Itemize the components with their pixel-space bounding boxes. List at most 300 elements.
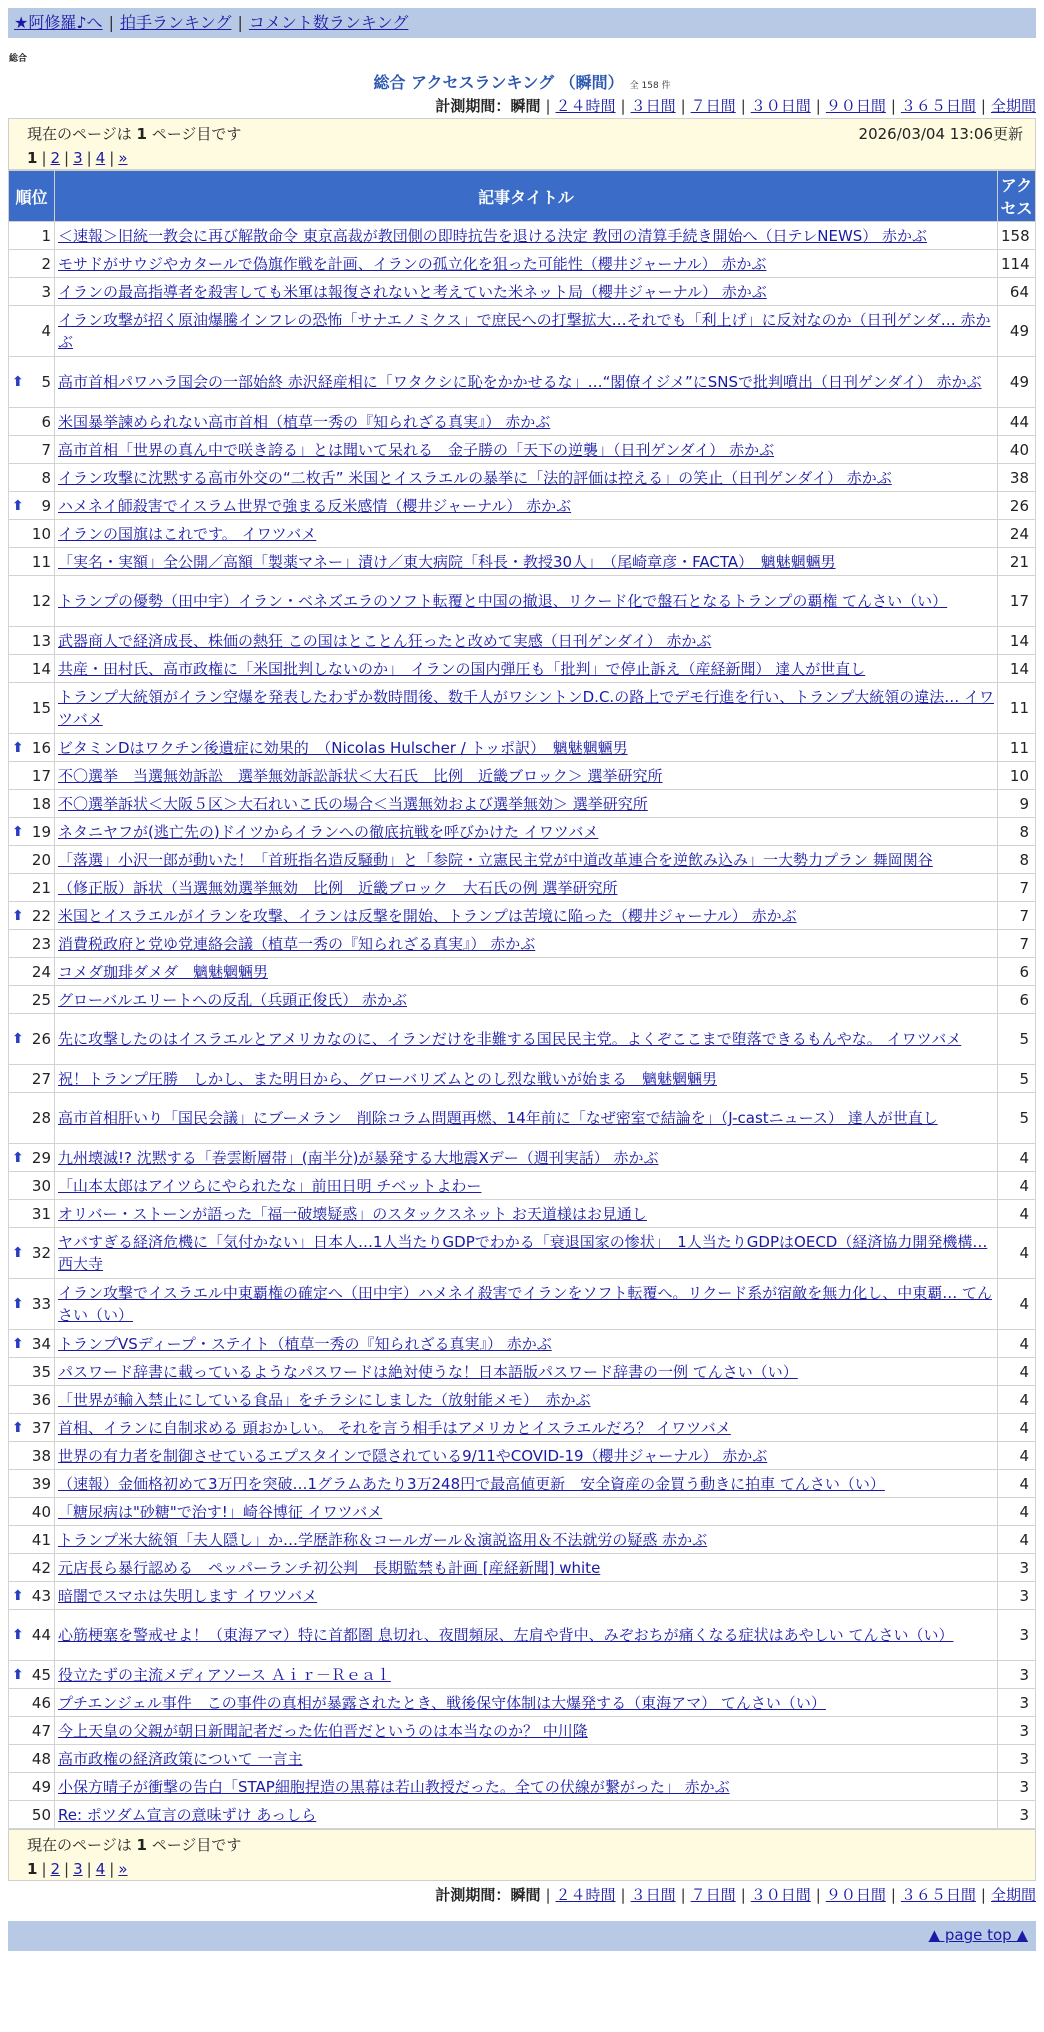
- title-cell: [55, 1801, 998, 1829]
- rank-number: 33: [31, 1295, 51, 1313]
- article-link[interactable]: オリバー・ストーンが語った「福一破壊疑惑」のスタックスネット お天道様はお見通し: [58, 1204, 647, 1223]
- title-cell: [55, 1414, 998, 1442]
- home-link[interactable]: ★阿修羅♪へ: [14, 13, 103, 32]
- article-link[interactable]: 高市政権の経済政策について 一言主: [58, 1749, 303, 1768]
- rank-cell: [9, 492, 55, 520]
- access-count: 5: [998, 1093, 1036, 1144]
- title-cell: [55, 958, 998, 986]
- article-link[interactable]: Re: ポツダム宣言の意味ずけ あっしら: [58, 1805, 317, 1824]
- title-cell: [55, 1661, 998, 1689]
- rank-number: 25: [31, 990, 51, 1009]
- rank-cell: [9, 986, 55, 1014]
- period-separator: |: [740, 97, 746, 115]
- article-link[interactable]: 先に攻撃したのはイスラエルとアメリカなのに、イランだけを非難する国民民主党。よくぞここまで堕落できるもんやな。 イワツバメ: [58, 1030, 962, 1048]
- access-count: 14: [998, 655, 1036, 683]
- applause-ranking-link[interactable]: 拍手ランキング: [119, 13, 232, 32]
- table-row: [9, 902, 1036, 930]
- period-link[interactable]: ９０日間: [825, 1886, 886, 1904]
- access-count: 24: [998, 520, 1036, 548]
- rank-cell: [9, 683, 55, 734]
- table-row: [9, 846, 1036, 874]
- pager-link[interactable]: 3: [73, 1860, 83, 1878]
- title-cell: [55, 357, 998, 408]
- access-count: 5: [998, 1065, 1036, 1093]
- article-link[interactable]: トランプ米大統領「夫人隠し」か…学歴詐称＆コールガール＆演説盗用＆不法就労の疑惑 赤かぶ: [58, 1530, 708, 1549]
- table-row: [9, 492, 1036, 520]
- title-cell: [55, 1470, 998, 1498]
- title-cell: [55, 1442, 998, 1470]
- title-cell: [55, 1144, 998, 1172]
- total-count: 全 158 件: [629, 81, 671, 91]
- title-cell: [55, 627, 998, 655]
- period-link[interactable]: ２４時間: [555, 1886, 616, 1904]
- rank-cell: [9, 1582, 55, 1610]
- page-top-link[interactable]: ▲ page top ▲: [928, 1926, 1028, 1944]
- period-current: 瞬間: [510, 1886, 541, 1904]
- title-cell: [55, 222, 998, 250]
- rank-cell: [9, 408, 55, 436]
- title-cell: [55, 1330, 998, 1358]
- pagination: [27, 1857, 1023, 1881]
- period-separator: |: [890, 97, 896, 115]
- table-row: [9, 1661, 1036, 1689]
- rank-cell: [9, 1661, 55, 1689]
- rank-number: 11: [31, 552, 51, 571]
- access-count: 4: [998, 1470, 1036, 1498]
- rank-number: 34: [31, 1334, 51, 1353]
- access-count: 158: [998, 222, 1036, 250]
- rank-number: 47: [31, 1721, 51, 1740]
- rank-number: 17: [31, 766, 51, 785]
- footer-bar: [8, 1921, 1036, 1951]
- table-row: [9, 734, 1036, 762]
- page-info-bottom: [8, 1829, 1036, 1881]
- rank-number: 10: [31, 524, 51, 543]
- access-count: 8: [998, 818, 1036, 846]
- rank-number: 50: [31, 1805, 51, 1824]
- article-link[interactable]: 米国とイスラエルがイランを攻撃、イランは反撃を開始、トランプは苦境に陥った（櫻井ジャーナル） 赤かぶ: [58, 906, 797, 925]
- period-link[interactable]: ３０日間: [750, 97, 811, 115]
- title-cell: [55, 986, 998, 1014]
- table-row: [9, 1526, 1036, 1554]
- article-link[interactable]: 共産・田村氏、高市政権に「米国批判しないのか」 イランの国内弾圧も「批判」で停止訴え（産経新聞） 達人が世直し: [58, 659, 866, 678]
- period-link[interactable]: ３６５日間: [900, 97, 976, 115]
- title-cell: [55, 1610, 998, 1661]
- up-arrow-icon: ⬆: [12, 374, 24, 390]
- rank-cell: [9, 762, 55, 790]
- rank-cell: [9, 1554, 55, 1582]
- access-count: 5: [998, 1014, 1036, 1065]
- rank-number: 44: [31, 1626, 51, 1644]
- article-link[interactable]: 暗闇でスマホは失明します イワツバメ: [58, 1586, 318, 1605]
- access-count: 4: [998, 1144, 1036, 1172]
- table-row: [9, 464, 1036, 492]
- rank-number: 8: [41, 468, 51, 487]
- column-header-access: アクセス: [998, 171, 1036, 222]
- rank-cell: [9, 436, 55, 464]
- rank-number: 31: [31, 1204, 51, 1223]
- table-row: [9, 250, 1036, 278]
- access-count: 6: [998, 986, 1036, 1014]
- period-link[interactable]: ３日間: [630, 97, 676, 115]
- access-count: 3: [998, 1773, 1036, 1801]
- access-count: 7: [998, 930, 1036, 958]
- pager-next-link[interactable]: »: [118, 1860, 128, 1878]
- table-row: [9, 1773, 1036, 1801]
- period-selector: [8, 1883, 1036, 1907]
- article-link[interactable]: 不〇選挙 当選無効訴訟 選挙無効訴訟訴状＜大石氏 比例 近畿ブロック＞ 選挙研究所: [58, 766, 663, 785]
- table-row: [9, 790, 1036, 818]
- access-count: 3: [998, 1661, 1036, 1689]
- table-row: [9, 1554, 1036, 1582]
- pager-separator: |: [41, 1860, 47, 1878]
- table-row: [9, 306, 1036, 357]
- access-count: 4: [998, 1172, 1036, 1200]
- updated-timestamp: 2026/03/04 13:06更新: [858, 125, 1023, 143]
- pager-separator: |: [86, 1860, 92, 1878]
- article-link[interactable]: 元店長ら暴行認める ペッパーランチ初公判 長期監禁も計画 [産経新聞] white: [58, 1558, 601, 1577]
- title-cell: [55, 762, 998, 790]
- access-count: 40: [998, 436, 1036, 464]
- period-link[interactable]: ３日間: [630, 1886, 676, 1904]
- pager-separator: |: [86, 149, 92, 167]
- table-row: [9, 576, 1036, 627]
- title-cell: [55, 520, 998, 548]
- rank-cell: [9, 655, 55, 683]
- rank-cell: [9, 1717, 55, 1745]
- comment-ranking-link[interactable]: コメント数ランキング: [248, 13, 409, 32]
- article-link[interactable]: 米国暴挙諫められない高市首相（植草一秀の『知られざる真実』） 赤かぶ: [58, 412, 551, 431]
- title-cell: [55, 250, 998, 278]
- pager-link[interactable]: 4: [95, 1860, 106, 1878]
- access-count: 17: [998, 576, 1036, 627]
- article-link[interactable]: 不〇選挙訴状＜大阪５区＞大石れいこ氏の場合＜当選無効および選挙無効＞ 選挙研究所: [58, 794, 648, 813]
- article-link[interactable]: 武器商人で経済成長、株価の熱狂 この国はとことん狂ったと改めて実感（日刊ゲンダイ） 赤かぶ: [58, 631, 712, 650]
- rank-cell: [9, 464, 55, 492]
- article-link[interactable]: 「世界が輸入禁止にしている食品」をチラシにしました（放射能メモ） 赤かぶ: [58, 1390, 591, 1409]
- period-current: 瞬間: [510, 97, 541, 115]
- table-row: [9, 1414, 1036, 1442]
- article-link[interactable]: トランプの優勢（田中宇）イラン・ベネズエラのソフト転覆と中国の撤退、リクード化で盤石となるトランプの覇権 てんさい（い）: [58, 592, 948, 610]
- title-cell: [55, 1773, 998, 1801]
- rank-cell: [9, 1358, 55, 1386]
- article-link[interactable]: 今上天皇の父親が朝日新聞記者だった佐伯晋だというのは本当なのか？ 中川隆: [58, 1721, 588, 1740]
- title-cell: [55, 1526, 998, 1554]
- title-cell: [55, 930, 998, 958]
- period-link[interactable]: ９０日間: [825, 97, 886, 115]
- access-count: 11: [998, 683, 1036, 734]
- article-link[interactable]: 「実名・実額」全公開／高額「製薬マネー」漬け／東大病院「科長・教授30人」 （尾崎章彦・FACTA） 魑魅魍魎男: [58, 552, 836, 571]
- access-count: 4: [998, 1358, 1036, 1386]
- rank-number: 38: [31, 1446, 51, 1465]
- access-count: 3: [998, 1610, 1036, 1661]
- article-link[interactable]: 「山本太郎はアイツらにやられたな」前田日明 チベットよわー: [58, 1176, 482, 1195]
- rank-cell: [9, 1414, 55, 1442]
- rank-cell: [9, 1093, 55, 1144]
- pager-current-page: 1: [27, 149, 38, 167]
- access-count: 4: [998, 1386, 1036, 1414]
- pager-separator: |: [41, 149, 47, 167]
- article-link[interactable]: （修正版）訴状（当選無効選挙無効 比例 近畿ブロック 大石氏の例 選挙研究所: [58, 878, 618, 897]
- up-arrow-icon: ⬆: [12, 1296, 24, 1312]
- rank-number: 5: [41, 373, 51, 391]
- article-link[interactable]: ＜速報＞旧統一教会に再び解散命令 東京高裁が教団側の即時抗告を退ける決定 教団の清算手続き開始へ（日テレNEWS） 赤かぶ: [58, 226, 928, 245]
- rank-cell: [9, 222, 55, 250]
- rank-number: 3: [41, 282, 51, 301]
- pager-link[interactable]: 2: [50, 149, 61, 167]
- article-link[interactable]: 高市首相「世界の真ん中で咲き誇る」とは聞いて呆れる 金子勝の「天下の逆襲」（日刊ゲンダイ） 赤かぶ: [58, 440, 775, 459]
- rank-number: 46: [31, 1693, 51, 1712]
- title-cell: [55, 576, 998, 627]
- article-link[interactable]: 消費税政府と党ゆ党連絡会議（植草一秀の『知られざる真実』） 赤かぶ: [58, 934, 536, 953]
- article-link[interactable]: 「糖尿病は"砂糖"で治す!」崎谷博征 イワツバメ: [58, 1502, 383, 1521]
- rank-number: 15: [31, 699, 51, 717]
- access-count: 4: [998, 1228, 1036, 1279]
- rank-cell: [9, 1442, 55, 1470]
- article-link[interactable]: 「落選」小沢一郎が動いた！「首班指名造反騒動」と「参院・立憲民主党が中道改革連合を逆飲み込み」一大勢力プラン 舞岡関谷: [58, 850, 933, 869]
- access-count: 114: [998, 250, 1036, 278]
- article-link[interactable]: トランプ大統領がイラン空爆を発表したわずか数時間後、数千人がワシントンD.C.の路上でデモ行進を行い、トランプ大統領の違法… イワツバメ: [58, 688, 994, 728]
- rank-number: 19: [31, 822, 51, 841]
- up-arrow-icon: ⬆: [12, 1149, 24, 1166]
- period-separator: |: [680, 1886, 686, 1904]
- rank-number: 4: [41, 322, 51, 340]
- table-row: [9, 222, 1036, 250]
- article-link[interactable]: 役立たずの主流メディアソース Ａｉｒ－Ｒｅａｌ: [58, 1665, 391, 1684]
- period-link[interactable]: ２４時間: [555, 97, 616, 115]
- table-row: [9, 762, 1036, 790]
- table-row: [9, 1498, 1036, 1526]
- table-row: [9, 1093, 1036, 1144]
- rank-cell: [9, 1689, 55, 1717]
- table-row: [9, 627, 1036, 655]
- rank-cell: [9, 357, 55, 408]
- period-separator: |: [980, 97, 986, 115]
- table-row: [9, 1689, 1036, 1717]
- pager-separator: |: [64, 1860, 70, 1878]
- period-selector: [8, 94, 1036, 118]
- rank-number: 13: [31, 631, 51, 650]
- table-row: [9, 655, 1036, 683]
- access-count: 14: [998, 627, 1036, 655]
- rank-number: 48: [31, 1749, 51, 1768]
- article-link[interactable]: 高市首相パワハラ国会の一部始終 赤沢経産相に「ワタクシに恥をかかせるな」…“閣僚イジメ”にSNSで批判噴出（日刊ゲンダイ） 赤かぶ: [58, 373, 982, 391]
- period-label: 計測期間：: [435, 1886, 511, 1904]
- access-count: 4: [998, 1330, 1036, 1358]
- rank-number: 16: [31, 738, 51, 757]
- rank-cell: [9, 627, 55, 655]
- title-cell: [55, 902, 998, 930]
- title-cell: [55, 1689, 998, 1717]
- article-link[interactable]: ネタニヤフが(逃亡先の)ドイツからイランへの徹底抗戦を呼びかけた イワツバメ: [58, 822, 599, 841]
- access-count: 4: [998, 1414, 1036, 1442]
- rank-cell: [9, 250, 55, 278]
- period-separator: |: [740, 1886, 746, 1904]
- article-link[interactable]: プチエンジェル事件 この事件の真相が暴露されたとき、戦後保守体制は大爆発する（東海アマ） てんさい（い）: [58, 1693, 826, 1712]
- period-link[interactable]: ３６５日間: [900, 1886, 976, 1904]
- rank-number: 1: [41, 226, 51, 245]
- title-cell: [55, 1172, 998, 1200]
- rank-number: 7: [41, 440, 51, 459]
- table-row: [9, 1358, 1036, 1386]
- access-count: 4: [998, 1498, 1036, 1526]
- period-link[interactable]: ７日間: [690, 97, 736, 115]
- pager-link[interactable]: 2: [50, 1860, 61, 1878]
- period-separator: |: [890, 1886, 896, 1904]
- table-row: [9, 1442, 1036, 1470]
- up-arrow-icon: ⬆: [12, 1666, 24, 1683]
- rank-cell: [9, 1773, 55, 1801]
- article-link[interactable]: ヤバすぎる経済危機に「気付かない」日本人…1人当たりGDPでわかる「衰退国家の惨状」 1人当たりGDPはOECD（経済協力開発機構… 西大寺: [58, 1233, 988, 1273]
- pager-separator: |: [64, 149, 70, 167]
- up-arrow-icon: ⬆: [12, 1245, 24, 1261]
- access-count: 3: [998, 1582, 1036, 1610]
- period-separator: |: [545, 97, 551, 115]
- rank-number: 24: [31, 962, 51, 981]
- rank-cell: [9, 790, 55, 818]
- table-row: [9, 520, 1036, 548]
- rank-number: 26: [31, 1030, 51, 1048]
- access-count: 4: [998, 1442, 1036, 1470]
- rank-cell: [9, 520, 55, 548]
- rank-number: 35: [31, 1362, 51, 1381]
- title-cell: [55, 1093, 998, 1144]
- rank-number: 20: [31, 850, 51, 869]
- period-link[interactable]: 全期間: [990, 97, 1036, 115]
- article-link[interactable]: ビタミンDはワクチン後遺症に効果的 （Nicolas Hulscher / トッポ訳） 魑魅魍魎男: [58, 738, 628, 757]
- access-count: 4: [998, 1200, 1036, 1228]
- rank-cell: [9, 874, 55, 902]
- article-link[interactable]: イラン攻撃でイスラエル中東覇権の確定へ（田中宇）ハメネイ殺害でイランをソフト転覆へ。リクード系が宿敵を無力化し、中東覇… てんさい（い）: [58, 1284, 993, 1324]
- access-count: 3: [998, 1554, 1036, 1582]
- title-cell: [55, 734, 998, 762]
- title-cell: [55, 278, 998, 306]
- rank-number: 22: [31, 906, 51, 925]
- page-title: [8, 72, 1036, 94]
- table-row: [9, 1470, 1036, 1498]
- pager-separator: |: [109, 1860, 115, 1878]
- rank-number: 2: [41, 254, 51, 273]
- title-cell: [55, 464, 998, 492]
- article-link[interactable]: ハメネイ師殺害でイスラム世界で強まる反米感情（櫻井ジャーナル） 赤かぶ: [58, 496, 572, 515]
- pager-link[interactable]: 4: [95, 149, 106, 167]
- title-cell: [55, 306, 998, 357]
- page-info-top: [8, 118, 1036, 170]
- article-link[interactable]: モサドがサウジやカタールで偽旗作戦を計画、イランの孤立化を狙った可能性（櫻井ジャーナル） 赤かぶ: [58, 254, 767, 273]
- title-cell: [55, 655, 998, 683]
- article-link[interactable]: 首相、イランに自制求める 頭おかしい。 それを言う相手はアメリカとイスラエルだろ？ イワツバメ: [58, 1418, 731, 1437]
- article-link[interactable]: 高市首相肝いり「国民会議」にブーメラン 削除コラム問題再燃、14年前に「なぜ密室で結論を」（J-castニュース） 達人が世直し: [58, 1109, 938, 1127]
- access-count: 38: [998, 464, 1036, 492]
- rank-cell: [9, 278, 55, 306]
- table-row: [9, 1582, 1036, 1610]
- rank-cell: [9, 1172, 55, 1200]
- title-cell: [55, 1386, 998, 1414]
- period-separator: |: [620, 1886, 626, 1904]
- column-header-title: 記事タイトル: [55, 171, 998, 222]
- article-link[interactable]: 九州壊滅!? 沈黙する「巻雲断層帯」(南半分)が暴発する大地震Xデー（週刊実話） 赤かぶ: [58, 1148, 659, 1167]
- rank-cell: [9, 1228, 55, 1279]
- rank-cell: [9, 902, 55, 930]
- article-link[interactable]: 小保方晴子が衝撃の告白「STAP細胞捏造の黒幕は若山教授だった。全ての伏線が繋がった」 赤かぶ: [58, 1777, 730, 1796]
- article-link[interactable]: イラン攻撃が招く原油爆騰インフレの恐怖「サナエノミクス」で庶民への打撃拡大…それでも「利上げ」に反対なのか（日刊ゲンダ… 赤かぶ: [58, 311, 991, 351]
- table-row: [9, 1386, 1036, 1414]
- article-link[interactable]: イランの最高指導者を殺害しても米軍は報復されないと考えていた米ネット局（櫻井ジャーナル） 赤かぶ: [58, 282, 767, 301]
- title-cell: [55, 683, 998, 734]
- pager-next-link[interactable]: »: [118, 149, 128, 167]
- nav-separator: |: [108, 13, 114, 32]
- current-page-text: 現在のページは 1 ページ目です: [27, 1836, 242, 1854]
- article-link[interactable]: グローバルエリートへの反乱（兵頭正俊氏） 赤かぶ: [58, 990, 408, 1009]
- up-arrow-icon: ⬆: [12, 739, 24, 756]
- access-count: 21: [998, 548, 1036, 576]
- rank-cell: [9, 548, 55, 576]
- ranking-title: 総合 アクセスランキング （瞬間）: [373, 73, 624, 92]
- table-row: [9, 1279, 1036, 1330]
- article-link[interactable]: コメダ珈琲ダメダ 魑魅魍魎男: [58, 962, 269, 981]
- table-row: [9, 548, 1036, 576]
- article-link[interactable]: 心筋梗塞を警戒せよ！（東海アマ）特に首都圏 息切れ、夜間頻尿、左肩や背中、みぞおちが痛くなる症状はあやしい てんさい（い）: [58, 1626, 954, 1644]
- title-cell: [55, 408, 998, 436]
- pager-link[interactable]: 3: [73, 149, 83, 167]
- rank-number: 42: [31, 1558, 51, 1577]
- access-count: 3: [998, 1717, 1036, 1745]
- rank-number: 43: [31, 1586, 51, 1605]
- up-arrow-icon: ⬆: [12, 1031, 24, 1047]
- article-link[interactable]: 祝！トランプ圧勝 しかし、また明日から、グローバリズムとのし烈な戦いが始まる 魑魅魍魎男: [58, 1069, 717, 1088]
- article-link[interactable]: 世界の有力者を制御させているエプスタインで隠されている9/11やCOVID-19（櫻井ジャーナル） 赤かぶ: [58, 1446, 768, 1465]
- title-cell: [55, 1065, 998, 1093]
- period-separator: |: [620, 97, 626, 115]
- period-link[interactable]: ３０日間: [750, 1886, 811, 1904]
- period-link[interactable]: 全期間: [990, 1886, 1036, 1904]
- table-row: [9, 1200, 1036, 1228]
- access-count: 9: [998, 790, 1036, 818]
- rank-cell: [9, 1330, 55, 1358]
- table-row: [9, 874, 1036, 902]
- access-count: 8: [998, 846, 1036, 874]
- rank-number: 45: [31, 1665, 51, 1684]
- article-link[interactable]: パスワード辞書に載っているようなパスワードは絶対使うな！日本語版パスワード辞書の一例 てんさい（い）: [58, 1362, 798, 1381]
- title-cell: [55, 548, 998, 576]
- rank-cell: [9, 818, 55, 846]
- title-cell: [55, 1582, 998, 1610]
- up-arrow-icon: ⬆: [12, 1587, 24, 1604]
- title-cell: [55, 492, 998, 520]
- pagination: [27, 146, 1023, 170]
- article-link[interactable]: イランの国旗はこれです。 イワツバメ: [58, 524, 317, 543]
- up-arrow-icon: ⬆: [12, 1419, 24, 1436]
- article-link[interactable]: イラン攻撃に沈黙する高市外交の“二枚舌” 米国とイスラエルの暴挙に「法的評価は控える」の笑止（日刊ゲンダイ） 赤かぶ: [58, 468, 892, 487]
- access-count: 6: [998, 958, 1036, 986]
- column-header-rank: 順位: [9, 171, 55, 222]
- table-row: [9, 436, 1036, 464]
- access-count: 49: [998, 306, 1036, 357]
- title-cell: [55, 1498, 998, 1526]
- rank-number: 18: [31, 794, 51, 813]
- rank-number: 37: [31, 1418, 51, 1437]
- rank-number: 29: [31, 1148, 51, 1167]
- up-arrow-icon: ⬆: [12, 497, 24, 514]
- article-link[interactable]: トランプVSディープ・ステイト（植草一秀の『知られざる真実』） 赤かぶ: [58, 1334, 552, 1353]
- rank-cell: [9, 1470, 55, 1498]
- rank-number: 27: [31, 1069, 51, 1088]
- table-row: [9, 1717, 1036, 1745]
- up-arrow-icon: ⬆: [12, 1335, 24, 1352]
- period-link[interactable]: ７日間: [690, 1886, 736, 1904]
- article-link[interactable]: （速報）金価格初めて3万円を突破…1グラムあたり3万248円で最高値更新 安全資産の金買う動きに拍車 てんさい（い）: [58, 1474, 885, 1493]
- rank-number: 39: [31, 1474, 51, 1493]
